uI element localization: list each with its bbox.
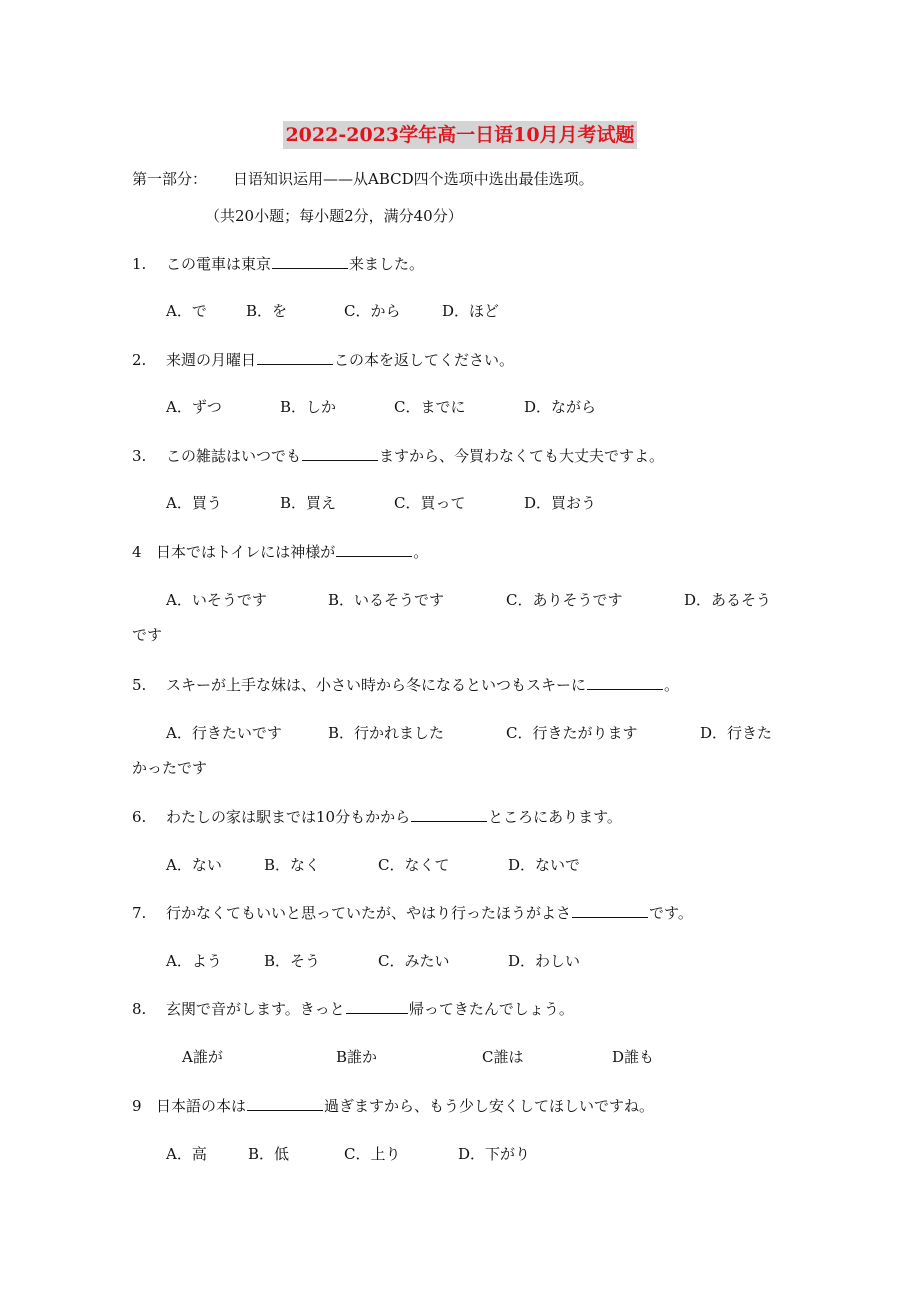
question-text-before: わたしの家は駅までは10分もかから: [166, 808, 411, 826]
page-title: [0, 120, 920, 147]
answer-blank: [302, 445, 378, 461]
options-6: [166, 854, 580, 876]
answer-blank: [346, 998, 408, 1014]
question-text-after: 過ぎますから、もう少し安くしてほしいですね。: [324, 1097, 655, 1115]
question-text-before: 日本ではトイレには神様が: [156, 543, 336, 561]
option-a: A．買う: [166, 494, 222, 512]
question-text-before: 来週の月曜日: [166, 351, 257, 369]
question-2: [132, 349, 514, 371]
question-text-after: 帰ってきたんでしょう。: [408, 1000, 574, 1018]
options-8: [182, 1046, 654, 1068]
question-number: 3.: [132, 447, 147, 465]
answer-blank: [336, 541, 412, 557]
question-text-after: 来ました。: [349, 255, 425, 273]
question-4: [132, 541, 428, 563]
question-number: 4: [132, 543, 142, 561]
question-number: 5.: [132, 676, 147, 694]
answer-blank: [572, 902, 648, 918]
options-4-continuation: です: [132, 626, 163, 644]
option-b: B．低: [248, 1145, 290, 1163]
question-3: [132, 445, 664, 467]
option-d: D．あるそう: [684, 591, 772, 609]
option-a: A．いそうです: [166, 591, 267, 609]
options-5-continuation: かったです: [132, 759, 208, 777]
option-d: D．わしい: [508, 952, 581, 970]
question-text-before: この雑誌はいつでも: [166, 447, 302, 465]
question-text-after: 。: [413, 543, 429, 561]
options-4: [166, 589, 771, 611]
option-d: D．ながら: [524, 398, 597, 416]
question-text-after: この本を返してください。: [334, 351, 515, 369]
options-7: [166, 950, 580, 972]
options-5: [166, 722, 772, 744]
question-text-before: スキーが上手な妹は、小さい時から冬になるといつもスキーに: [166, 676, 587, 694]
question-text-after: 。: [664, 676, 680, 694]
option-b: B．いるそうです: [328, 591, 445, 609]
option-a: A．行きたいです: [166, 724, 282, 742]
option-b: B．を: [246, 302, 288, 320]
question-text-before: 行かなくてもいいと思っていたが、やはり行ったほうがよさ: [166, 904, 572, 922]
options-9: [166, 1143, 530, 1165]
options-1: [166, 300, 499, 322]
option-a: A．高: [166, 1145, 207, 1163]
option-a: A．ずつ: [166, 398, 222, 416]
question-text-before: この電車は東京: [166, 255, 272, 273]
options-2: [166, 396, 596, 418]
options-3: [166, 492, 596, 514]
title-text: 2022-2023学年高一日语10月月考试题: [283, 121, 636, 149]
option-a: A．ない: [166, 856, 222, 874]
option-b: B．なく: [264, 856, 321, 874]
answer-blank: [411, 806, 487, 822]
question-number: 1.: [132, 255, 147, 273]
question-number: 2.: [132, 351, 147, 369]
option-c: C．から: [344, 302, 401, 320]
option-d: D．ないで: [508, 856, 581, 874]
part-instruction-line: [132, 168, 594, 190]
question-6: [132, 806, 622, 828]
question-7: [132, 902, 693, 924]
option-d: D誰も: [612, 1048, 655, 1066]
option-b: B誰か: [336, 1048, 378, 1066]
option-b: B．行かれました: [328, 724, 445, 742]
option-c: C．までに: [394, 398, 466, 416]
question-9: [132, 1095, 654, 1117]
option-c: C．上り: [344, 1145, 401, 1163]
question-number: 9: [132, 1097, 142, 1115]
answer-blank: [257, 349, 333, 365]
option-b: B．買え: [280, 494, 337, 512]
option-a: A．よう: [166, 952, 222, 970]
option-c: C．行きたがります: [506, 724, 638, 742]
option-a: A．で: [166, 302, 207, 320]
option-b: B．しか: [280, 398, 337, 416]
option-c: C．なくて: [378, 856, 450, 874]
answer-blank: [247, 1095, 323, 1111]
question-text-before: 日本語の本は: [156, 1097, 247, 1115]
option-c: C．ありそうです: [506, 591, 623, 609]
question-number: 7.: [132, 904, 147, 922]
question-text-after: ますから、今買わなくても大丈夫ですよ。: [379, 447, 665, 465]
option-b: B．そう: [264, 952, 321, 970]
scoring-note: （共20小题；每小题2分，满分40分）: [205, 207, 463, 225]
part-instruction: 日语知识运用——从ABCD四个选项中选出最佳选项。: [233, 170, 594, 188]
question-text-after: です。: [649, 904, 693, 922]
option-d: D．下がり: [458, 1145, 531, 1163]
option-d: D．行きた: [700, 724, 773, 742]
answer-blank: [587, 674, 663, 690]
question-1: [132, 253, 424, 275]
part-label: 第一部分：: [132, 170, 208, 188]
question-text-before: 玄関で音がします。きっと: [166, 1000, 345, 1018]
option-c: C誰は: [482, 1048, 524, 1066]
question-8: [132, 998, 574, 1020]
option-c: C．みたい: [378, 952, 450, 970]
option-d: D．ほど: [442, 302, 500, 320]
question-number: 6.: [132, 808, 147, 826]
question-text-after: ところにあります。: [488, 808, 622, 826]
option-d: D．買おう: [524, 494, 597, 512]
answer-blank: [272, 253, 348, 269]
question-number: 8.: [132, 1000, 147, 1018]
option-c: C．買って: [394, 494, 466, 512]
question-5: [132, 674, 679, 696]
option-a: A誰が: [182, 1048, 223, 1066]
